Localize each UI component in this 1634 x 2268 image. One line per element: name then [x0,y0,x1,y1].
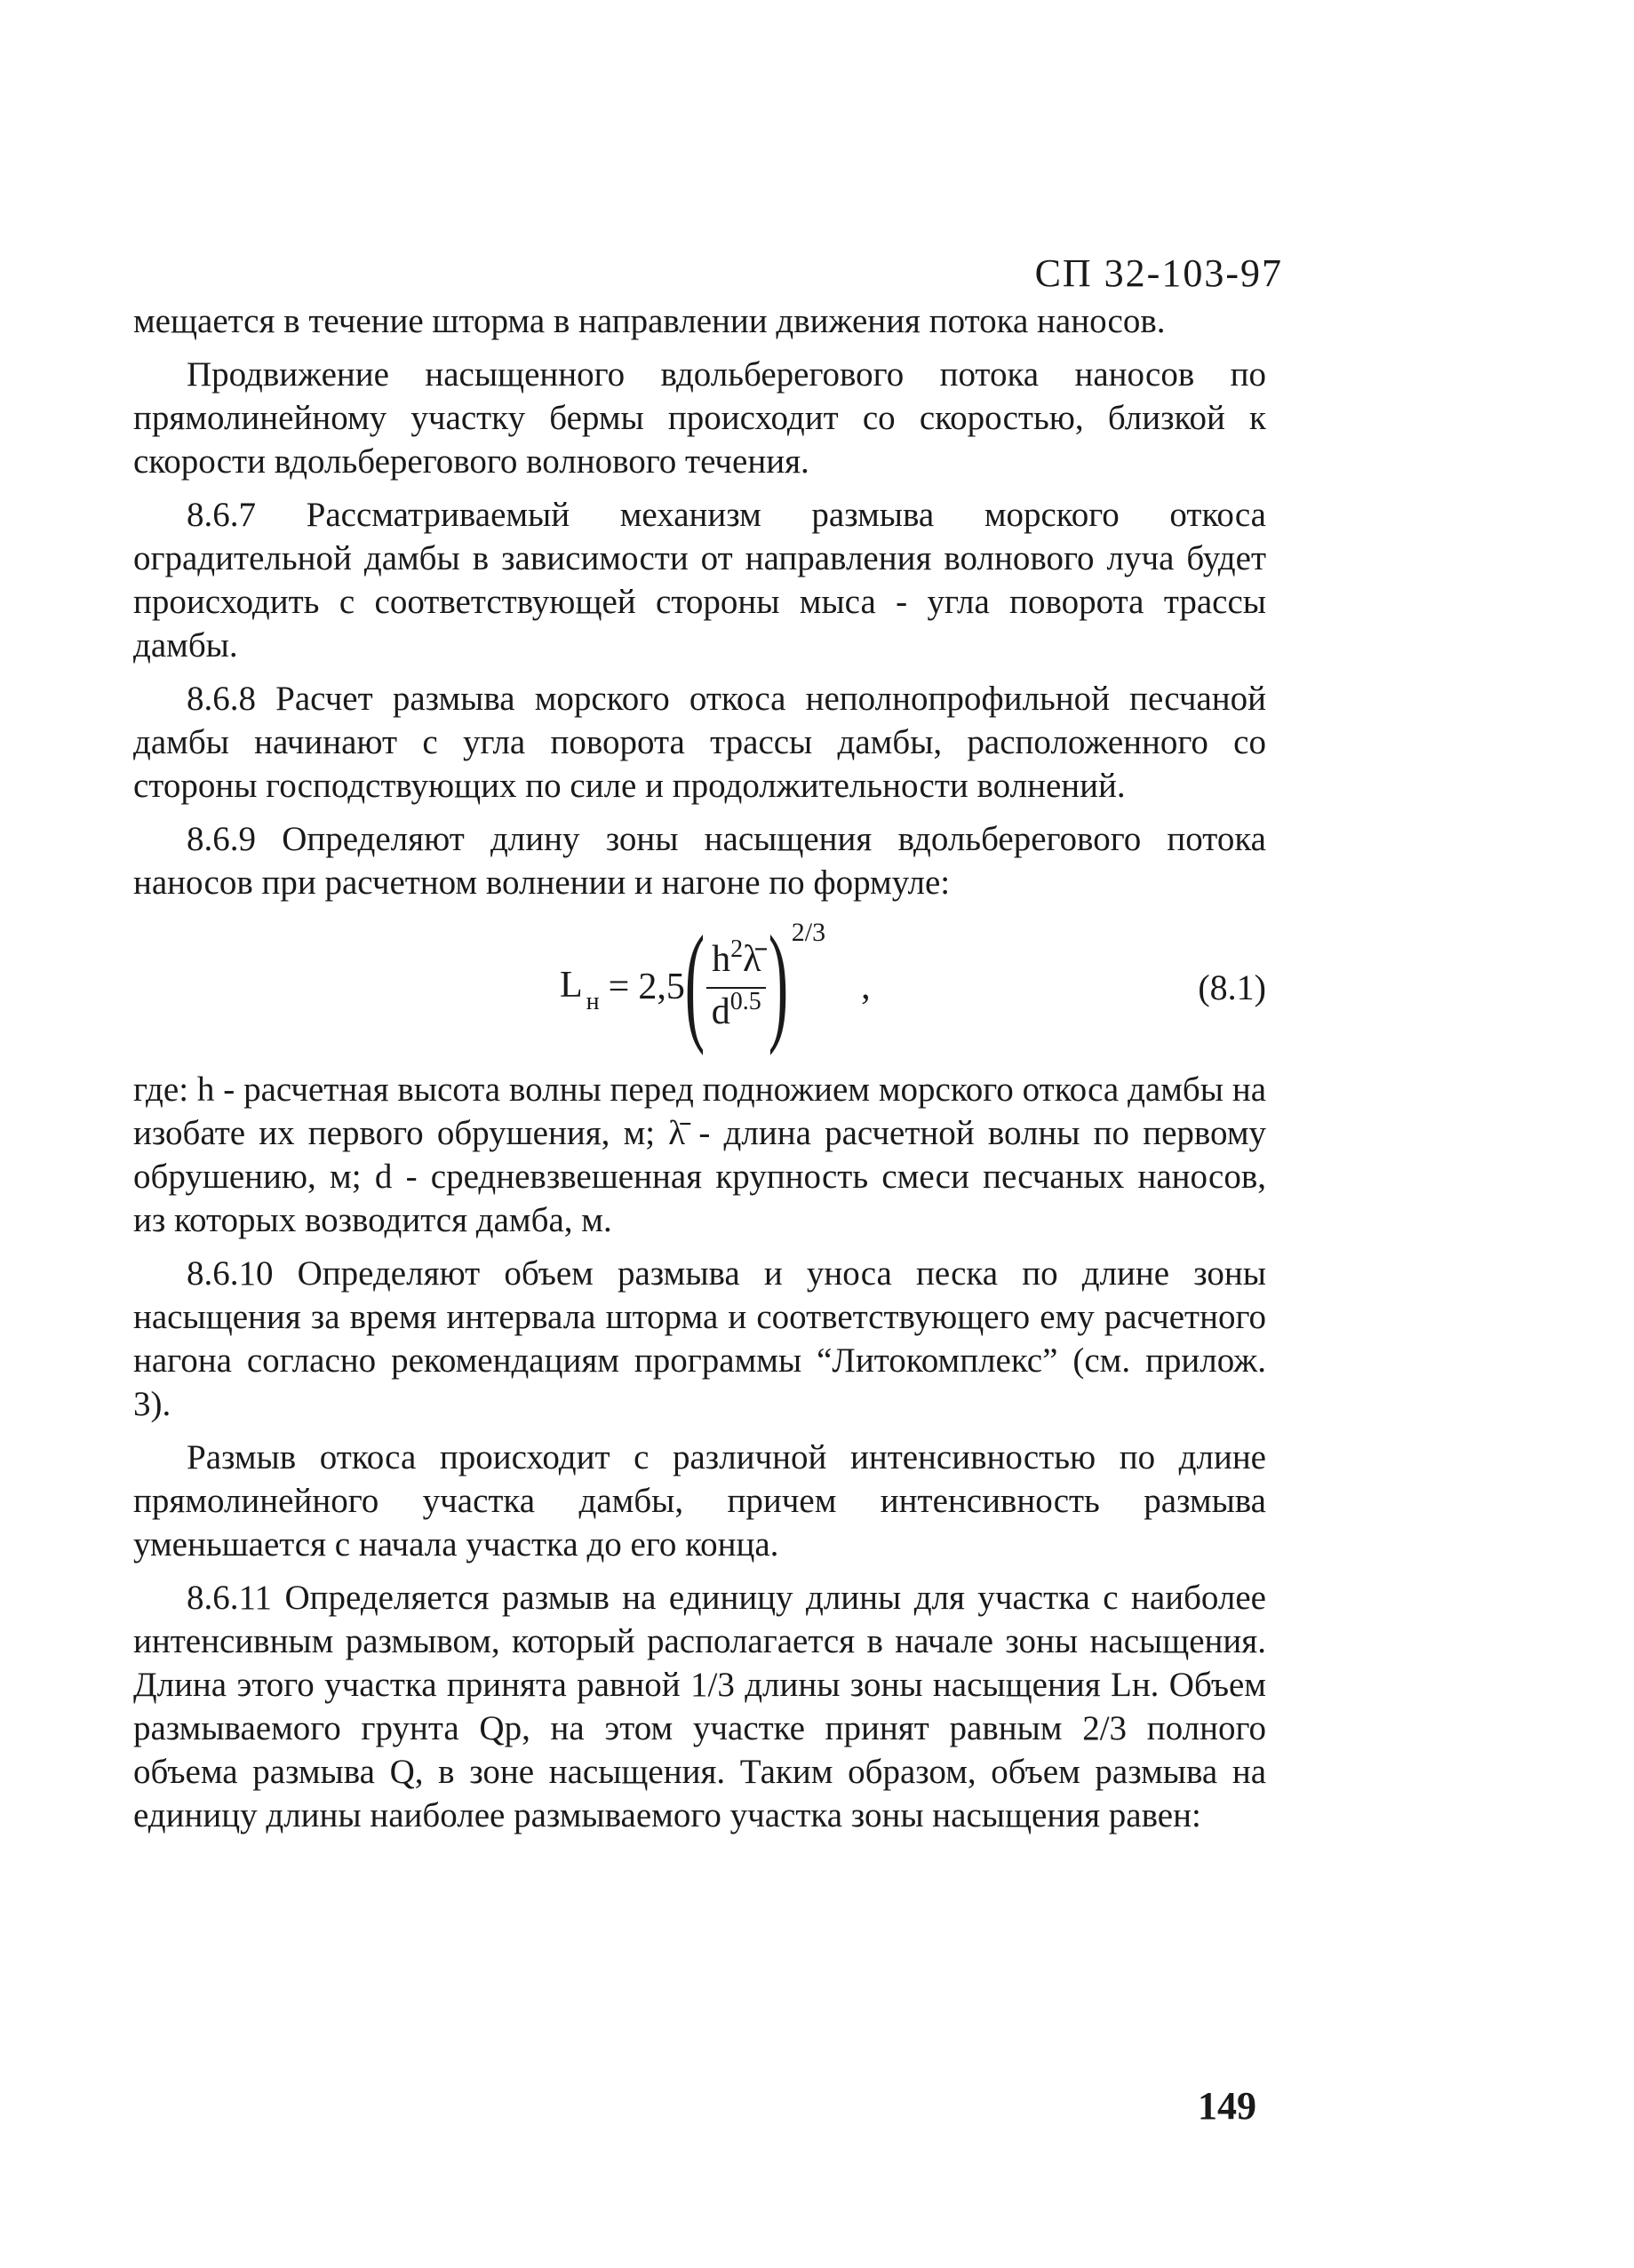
paragraph: 8.6.9 Определяют длину зоны насыщения вдольберегового потока наносов при расчетном волнении и нагоне по формуле: [133,820,1266,902]
paragraph: где: h - расчетная высота волны перед подножием морского откоса дамбы на изобате их первого обрушения, м; λ̄ - длина расчетной волны по первому обрушению, м; d - средневзвешенная крупность смеси песчаных наносов, из которых возводится дамба, м. [133,1070,1266,1239]
numerator-base: h [712,938,731,980]
formula-lhs [560,964,600,1015]
paragraph: Размыв откоса происходит с различной интенсивностью по длине прямолинейного участка дамбы, причем интенсивность размыва уменьшается с начала участка до его конца. [133,1438,1266,1564]
denominator-exponent: 0.5 [729,987,761,1015]
paragraph: Продвижение насыщенного вдольберегового потока наносов по прямолинейному участку бермы происходит со скоростью, близкой к скорости вдольберегового волнового течения. [133,355,1266,481]
right-paren-icon: ) [768,908,788,1056]
document-code: СП 32-103-97 [1034,251,1283,295]
formula-lhs-subscript: н [586,988,600,1015]
denominator-base: d [711,991,730,1032]
paragraph: 8.6.7 Рассматриваемый механизм размыва морского откоса оградительной дамбы в зависимости от направления волнового луча будет происходить с соответствующей стороны мыса - угла поворота трассы дамбы. [133,496,1266,664]
formula-equals: = [608,967,630,1007]
paragraph: 8.6.10 Определяют объем размыва и уноса песка по длине зоны насыщения за время интервала шторма и соответствующего ему расчетного нагона согласно рекомендациям программы “Литокомплекс” (см. прилож. 3). [133,1254,1266,1423]
paragraph: мещается в течение шторма в направлении движения потока наносов. [133,302,1166,340]
page-number: 149 [1198,2084,1256,2128]
formula-coefficient: 2,5 [638,967,685,1007]
numerator-lambda: λ̄ [743,938,761,980]
formula-fraction [706,935,767,1038]
formula-8-1 [560,908,871,1061]
left-paren-icon: ( [684,908,705,1056]
formula-block [133,908,1266,1061]
formula-lhs-symbol: L [560,965,583,1006]
body-text [133,299,1266,1847]
formula-comma: , [861,967,871,1007]
formula-denominator [706,989,767,1038]
formula-number: (8.1) [1198,967,1266,1007]
formula-outer-exponent: 2/3 [791,918,826,947]
paragraph: 8.6.11 Определяется размыв на единицу длины для участка с наиболее интенсивным размывом, который располагается в начале зоны насыщения. Длина этого участка принята равной 1/3 длины зоны насыщения Lн. Объем размываемого грунта Qр, на этом участке принят равным 2/3 полного объема размыва Q, в зоне насыщения. Таким образом, объем размыва на единицу длины наиболее размываемого участка зоны насыщения равен: [133,1579,1266,1834]
numerator-exponent: 2 [730,935,744,963]
formula-numerator [706,935,766,989]
paragraph: 8.6.8 Расчет размыва морского откоса неполнопрофильной песчаной дамбы начинают с угла поворота трассы дамбы, расположенного со стороны господствующих по силе и продолжительности волнений. [133,680,1266,805]
